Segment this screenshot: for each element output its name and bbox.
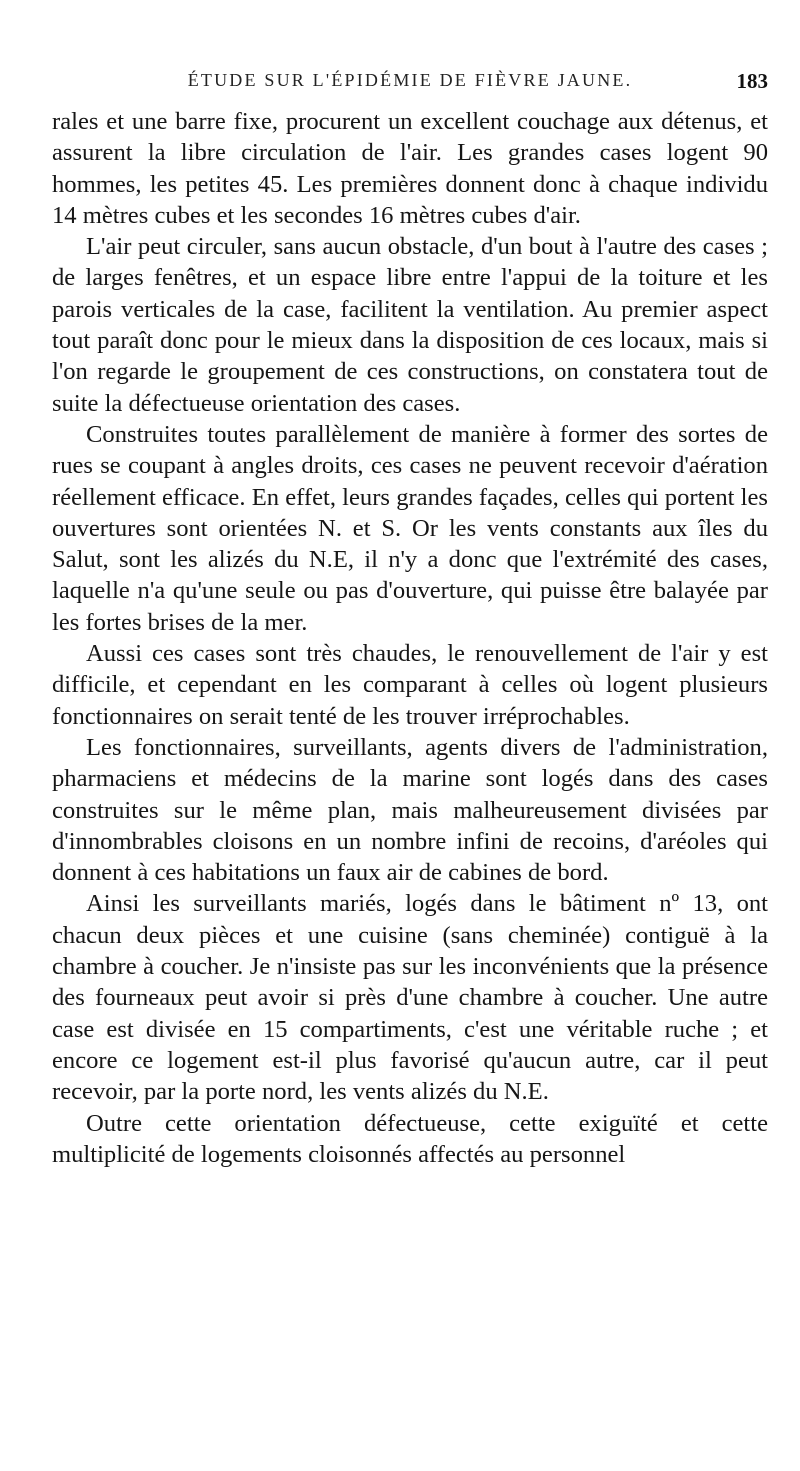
- running-header: [52, 70, 768, 100]
- running-title: ÉTUDE SUR L'ÉPIDÉMIE DE FIÈVRE JAUNE.: [187, 70, 633, 90]
- paragraph: Construites toutes parallèlement de manière à former des sortes de rues se coupant à angles droits, ces cases ne peuvent recevoir d'aération réellement efficace. En effet, leurs grandes façades, celles qui portent les ouvertures sont orientées N. et S. Or les vents constants aux îles du Salut, sont les alizés du N.E, il n'y a donc que l'extrémité des cases, laquelle n'a qu'une seule ou pas d'ouverture, qui puisse être balayée par les fortes brises de la mer.: [52, 420, 768, 636]
- paragraph: Aussi ces cases sont très chaudes, le renouvellement de l'air y est difficile, et cependant en les comparant à celles où logent plusieurs fonctionnaires on serait tenté de les trouver irréprochables.: [52, 640, 768, 730]
- book-page: [52, 70, 768, 1170]
- paragraph: Les fonctionnaires, surveillants, agents divers de l'administration, pharmaciens et médecins de la marine sont logés dans des cases construites sur le même plan, mais malheureusement divisées par d'innombrables cloisons en un nombre infini de recoins, d'aréoles qui donnent à ces habitations un faux air de cabines de bord.: [52, 733, 768, 887]
- page-number: 183: [736, 69, 768, 93]
- paragraph: L'air peut circuler, sans aucun obstacle, d'un bout à l'autre des cases ; de larges fenêtres, et un espace libre entre l'appui de la toiture et les parois verticales de la case, facilitent la ventilation. Au premier aspect tout paraît donc pour le mieux dans la disposition de ces locaux, mais si l'on regarde le groupement de ces constructions, on constatera tout de suite la défectueuse orientation des cases.: [52, 233, 768, 417]
- paragraph: Outre cette orientation défectueuse, cette exiguïté et cette multiplicité de logements cloisonnés affectés au personnel: [52, 1109, 768, 1168]
- paragraph: Ainsi les surveillants mariés, logés dans le bâtiment nº 13, ont chacun deux pièces et une cuisine (sans cheminée) contiguë à la chambre à coucher. Je n'insiste pas sur les inconvénients que la présence des fourneaux peut avoir si près d'une chambre à coucher. Une autre case est divisée en 15 compartiments, c'est une véritable ruche ; et encore ce logement est-il plus favorisé qu'aucun autre, car il peut recevoir, par la porte nord, les vents alizés du N.E.: [52, 890, 768, 1106]
- paragraph-continued: rales et une barre fixe, procurent un excellent couchage aux détenus, et assurent la libre circulation de l'air. Les grandes cases logent 90 hommes, les petites 45. Les premières donnent donc à chaque individu 14 mètres cubes et les secondes 16 mètres cubes d'air.: [52, 108, 768, 229]
